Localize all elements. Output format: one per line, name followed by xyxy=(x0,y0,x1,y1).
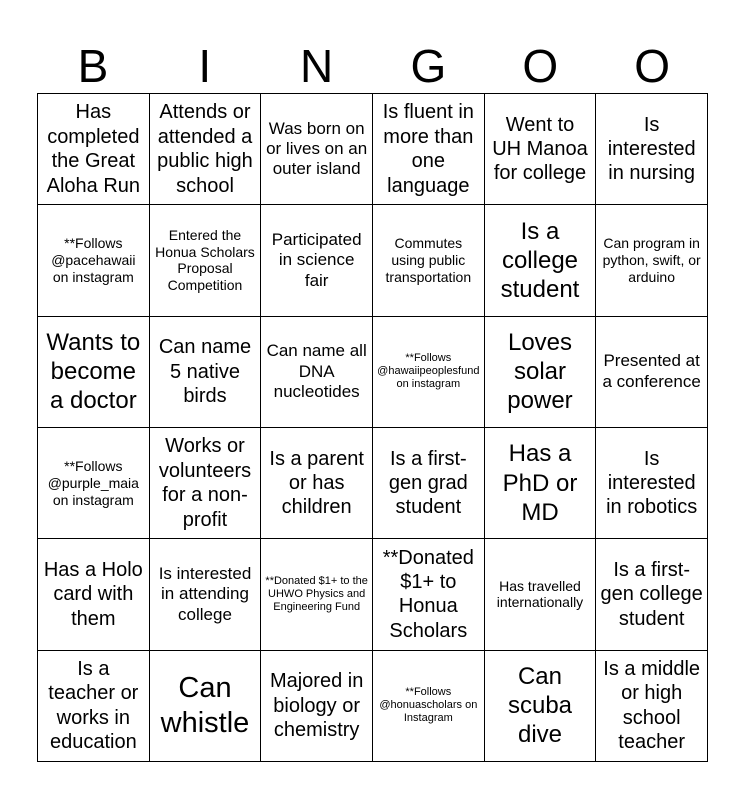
bingo-cell[interactable]: Can name 5 native birds xyxy=(150,317,262,428)
bingo-cell[interactable]: Is a parent or has children xyxy=(261,428,373,539)
bingo-cell[interactable]: Is fluent in more than one language xyxy=(373,94,485,205)
bingo-cell[interactable]: Presented at a conference xyxy=(596,317,708,428)
bingo-cell[interactable]: Works or volunteers for a non-profit xyxy=(150,428,262,539)
bingo-cell[interactable]: Is interested in robotics xyxy=(596,428,708,539)
bingo-cell[interactable]: Has completed the Great Aloha Run xyxy=(38,94,150,205)
header-letter-i: I xyxy=(198,40,212,92)
bingo-grid xyxy=(37,93,708,762)
bingo-cell[interactable]: Attends or attended a public high school xyxy=(150,94,262,205)
bingo-cell[interactable]: Loves solar power xyxy=(485,317,597,428)
bingo-cell[interactable]: **Follows @honuascholars on Instagram xyxy=(373,651,485,762)
bingo-cell[interactable]: Went to UH Manoa for college xyxy=(485,94,597,205)
bingo-cell[interactable]: Can name all DNA nucleotides xyxy=(261,317,373,428)
bingo-cell[interactable]: Is a college student xyxy=(485,205,597,316)
bingo-cell[interactable]: Has a Holo card with them xyxy=(38,539,150,650)
bingo-cell[interactable]: Can whistle xyxy=(150,651,262,762)
bingo-cell[interactable]: Entered the Honua Scholars Proposal Competition xyxy=(150,205,262,316)
bingo-cell[interactable]: Can program in python, swift, or arduino xyxy=(596,205,708,316)
bingo-cell[interactable]: Can scuba dive xyxy=(485,651,597,762)
bingo-cell[interactable]: Participated in science fair xyxy=(261,205,373,316)
bingo-cell[interactable]: Has travelled internationally xyxy=(485,539,597,650)
bingo-cell[interactable]: **Follows @pacehawaii on instagram xyxy=(38,205,150,316)
bingo-cell[interactable]: Is a first-gen grad student xyxy=(373,428,485,539)
bingo-cell[interactable]: **Follows @hawaiipeoplesfund on instagram xyxy=(373,317,485,428)
header-letter-o: O xyxy=(522,40,559,92)
bingo-cell[interactable]: Commutes using public transportation xyxy=(373,205,485,316)
bingo-cell[interactable]: Was born on or lives on an outer island xyxy=(261,94,373,205)
bingo-cell[interactable]: Is interested in attending college xyxy=(150,539,262,650)
header-letter-g: G xyxy=(410,40,447,92)
bingo-cell[interactable]: **Donated $1+ to the UHWO Physics and Engineering Fund xyxy=(261,539,373,650)
bingo-cell[interactable]: Majored in biology or chemistry xyxy=(261,651,373,762)
bingo-cell[interactable]: Is a middle or high school teacher xyxy=(596,651,708,762)
bingo-cell[interactable]: Is a teacher or works in education xyxy=(38,651,150,762)
header-letter-b: B xyxy=(77,40,109,92)
header-letter-n: N xyxy=(299,40,334,92)
bingo-cell[interactable]: Is a first-gen college student xyxy=(596,539,708,650)
bingo-cell[interactable]: **Follows @purple_maia on instagram xyxy=(38,428,150,539)
bingo-cell[interactable]: Is interested in nursing xyxy=(596,94,708,205)
header-letter-o-2: O xyxy=(634,40,670,92)
bingo-cell[interactable]: Wants to become a doctor xyxy=(38,317,150,428)
bingo-header xyxy=(37,38,708,94)
bingo-cell[interactable]: Has a PhD or MD xyxy=(485,428,597,539)
bingo-cell[interactable]: **Donated $1+ to Honua Scholars xyxy=(373,539,485,650)
